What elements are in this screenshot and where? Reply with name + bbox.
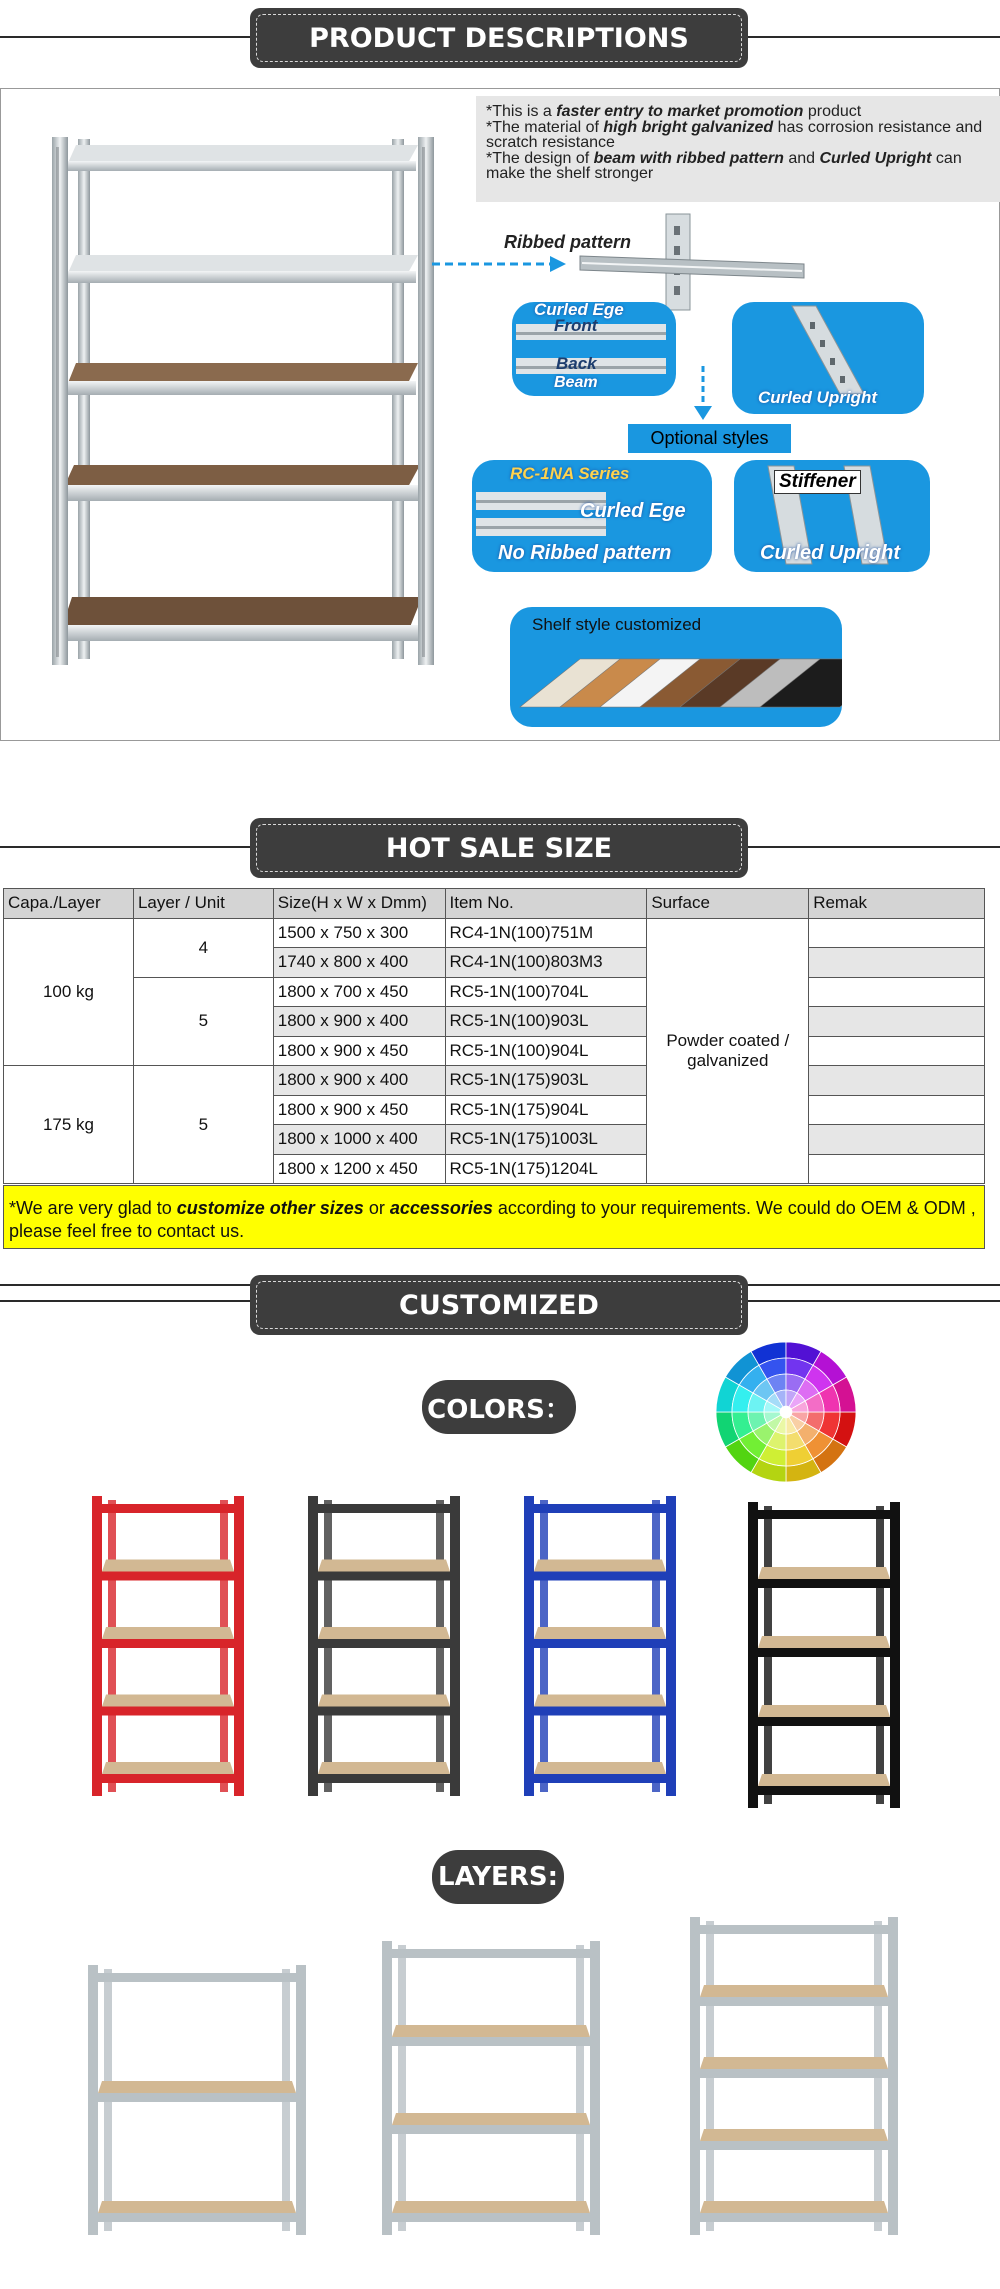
rack-shelf-board — [318, 1762, 450, 1774]
colored-rack — [92, 1496, 244, 1796]
section-title-product-descriptions — [250, 8, 748, 68]
rack-shelf-board — [758, 1705, 890, 1717]
rack-shelf-board — [318, 1695, 450, 1707]
rack-shelf-board — [534, 1627, 666, 1639]
rack-upright — [690, 1917, 700, 2235]
rack-beam — [756, 1579, 892, 1588]
stiffener-panel: Stiffener Curled Upright — [734, 460, 930, 572]
rack-beam — [100, 1774, 236, 1783]
colored-rack — [524, 1496, 676, 1796]
rack-beam — [390, 2213, 592, 2222]
section-title-customized: CUSTOMIZED — [250, 1275, 748, 1335]
rack-5-layers — [690, 1917, 898, 2235]
rack-beam — [96, 2093, 298, 2102]
rack-shelf-board — [98, 2201, 296, 2213]
rack-shelf-board — [98, 2081, 296, 2093]
rack-beam — [698, 2213, 890, 2222]
rack-upright — [576, 1945, 584, 2231]
rack-shelf-board — [102, 1762, 234, 1774]
customization-note: *We are very glad to customize other sizes or accessories according to your requirements. We could do OEM & ODM , please feel free to contact us. — [3, 1185, 985, 1249]
ribbed-beam-image — [578, 212, 808, 312]
table-row: 1800 x 900 x 400 RC5-1N(100)903L — [4, 1007, 985, 1037]
section-title-hot-sale-size: HOT SALE SIZE — [250, 818, 748, 878]
dashed-arrow-icon — [430, 252, 570, 276]
rack-beam — [316, 1572, 452, 1581]
rack-shelf-board — [758, 1774, 890, 1786]
rack-beam — [100, 1707, 236, 1716]
rack-upright — [666, 1496, 676, 1796]
rack-beam — [390, 1949, 592, 1958]
rack-beam — [316, 1504, 452, 1513]
rack-shelf-board — [758, 1567, 890, 1579]
color-wheel-center — [780, 1406, 792, 1418]
rack-beam — [756, 1510, 892, 1519]
table-row: 1800 x 1000 x 400 RC5-1N(175)1003L — [4, 1125, 985, 1155]
rack-beam — [100, 1504, 236, 1513]
table-row: 1800 x 900 x 450 RC5-1N(100)904L — [4, 1036, 985, 1066]
rack-beam — [100, 1572, 236, 1581]
table-row: 5 1800 x 700 x 450 RC5-1N(100)704L — [4, 977, 985, 1007]
section-title-text: PRODUCT DESCRIPTIONS — [309, 22, 689, 54]
stiffener-label: Stiffener — [774, 470, 861, 494]
table-row: 175 kg 5 1800 x 900 x 400 RC5-1N(175)903L — [4, 1066, 985, 1096]
table-header-row: Capa./Layer Layer / Unit Size(H x W x Dmm) Item No. Surface Remak — [4, 889, 985, 919]
rack-upright — [590, 1941, 600, 2235]
rack-shelf-board — [102, 1627, 234, 1639]
rack-upright — [398, 1945, 406, 2231]
rack-beam — [698, 1925, 890, 1934]
rack-beam — [390, 2125, 592, 2134]
rack-shelf-board — [318, 1627, 450, 1639]
layers-label: LAYERS: — [432, 1850, 564, 1904]
rack-beam — [96, 2213, 298, 2222]
rack-shelf-board — [102, 1560, 234, 1572]
rack-shelf-board — [392, 2201, 590, 2213]
rack-upright — [92, 1496, 102, 1796]
rack-beam — [698, 2069, 890, 2078]
rack-beam — [96, 1973, 298, 1982]
curled-upright-panel: Curled Upright — [732, 302, 924, 414]
rack-beam — [532, 1639, 668, 1648]
table-row: 1800 x 900 x 450 RC5-1N(175)904L — [4, 1095, 985, 1125]
rack-upright — [450, 1496, 460, 1796]
rack-upright — [748, 1502, 758, 1808]
rack-beam — [756, 1717, 892, 1726]
rack-beam — [532, 1572, 668, 1581]
rack-shelf-board — [700, 1985, 888, 1997]
table-row: 100 kg 4 1500 x 750 x 300 RC4-1N(100)751M Powder coated / galvanized — [4, 918, 985, 948]
rack-shelf-board — [700, 2057, 888, 2069]
colored-rack — [308, 1496, 460, 1796]
rack-beam — [756, 1786, 892, 1795]
rack-beam — [756, 1648, 892, 1657]
optional-styles-label: Optional styles — [628, 424, 791, 453]
rack-shelf-board — [392, 2025, 590, 2037]
ribbed-pattern-label: Ribbed pattern — [504, 232, 632, 252]
rack-shelf-board — [102, 1695, 234, 1707]
down-arrow-icon — [688, 364, 718, 422]
rack-shelf-board — [534, 1560, 666, 1572]
rack-upright — [88, 1965, 98, 2235]
table-row: 1740 x 800 x 400 RC4-1N(100)803M3 — [4, 948, 985, 978]
rack-3-layers — [88, 1965, 306, 2235]
shelf-style-label: Shelf style customized — [532, 615, 702, 634]
rack-beam — [316, 1707, 452, 1716]
galvanized-rack-image — [48, 135, 438, 670]
rack-shelf-board — [700, 2129, 888, 2141]
rack-shelf-board — [318, 1560, 450, 1572]
beam-front-back-panel: Curled Ege Front Back Beam — [512, 302, 676, 396]
rack-upright — [234, 1496, 244, 1796]
colors-label: COLORS： — [422, 1380, 576, 1434]
rc-series-panel: RC-1NA Series Curled Ege No Ribbed pattern — [472, 460, 712, 572]
rack-upright — [382, 1941, 392, 2235]
rack-upright — [888, 1917, 898, 2235]
rack-beam — [532, 1504, 668, 1513]
rack-beam — [698, 1997, 890, 2006]
rack-shelf-board — [534, 1762, 666, 1774]
rack-beam — [532, 1707, 668, 1716]
rack-upright — [524, 1496, 534, 1796]
hot-sale-size-table — [3, 888, 985, 1184]
rack-shelf-board — [534, 1695, 666, 1707]
shelf-style-panel — [510, 607, 842, 727]
rack-shelf-board — [700, 2201, 888, 2213]
rack-beam — [698, 2141, 890, 2150]
rack-upright — [296, 1965, 306, 2235]
rack-beam — [390, 2037, 592, 2046]
table-row: 1800 x 1200 x 450 RC5-1N(175)1204L — [4, 1154, 985, 1184]
layer-racks-image — [80, 1915, 920, 2255]
rack-beam — [316, 1774, 452, 1783]
color-racks-image — [80, 1490, 920, 1810]
rack-upright — [308, 1496, 318, 1796]
rack-upright — [890, 1502, 900, 1808]
rack-shelf-board — [392, 2113, 590, 2125]
rack-4-layers — [382, 1941, 600, 2235]
color-wheel-icon — [706, 1340, 866, 1490]
rack-shelf-board — [758, 1636, 890, 1648]
colored-rack — [748, 1502, 900, 1808]
rack-beam — [316, 1639, 452, 1648]
rack-beam — [100, 1639, 236, 1648]
rack-beam — [532, 1774, 668, 1783]
product-intro-text: *This is a faster entry to market promotion product *The material of high bright galvanized has corrosion resistance and scratch resistance *The design of beam with ribbed pattern and Curled Upright can make the shelf stronger — [476, 96, 1000, 202]
